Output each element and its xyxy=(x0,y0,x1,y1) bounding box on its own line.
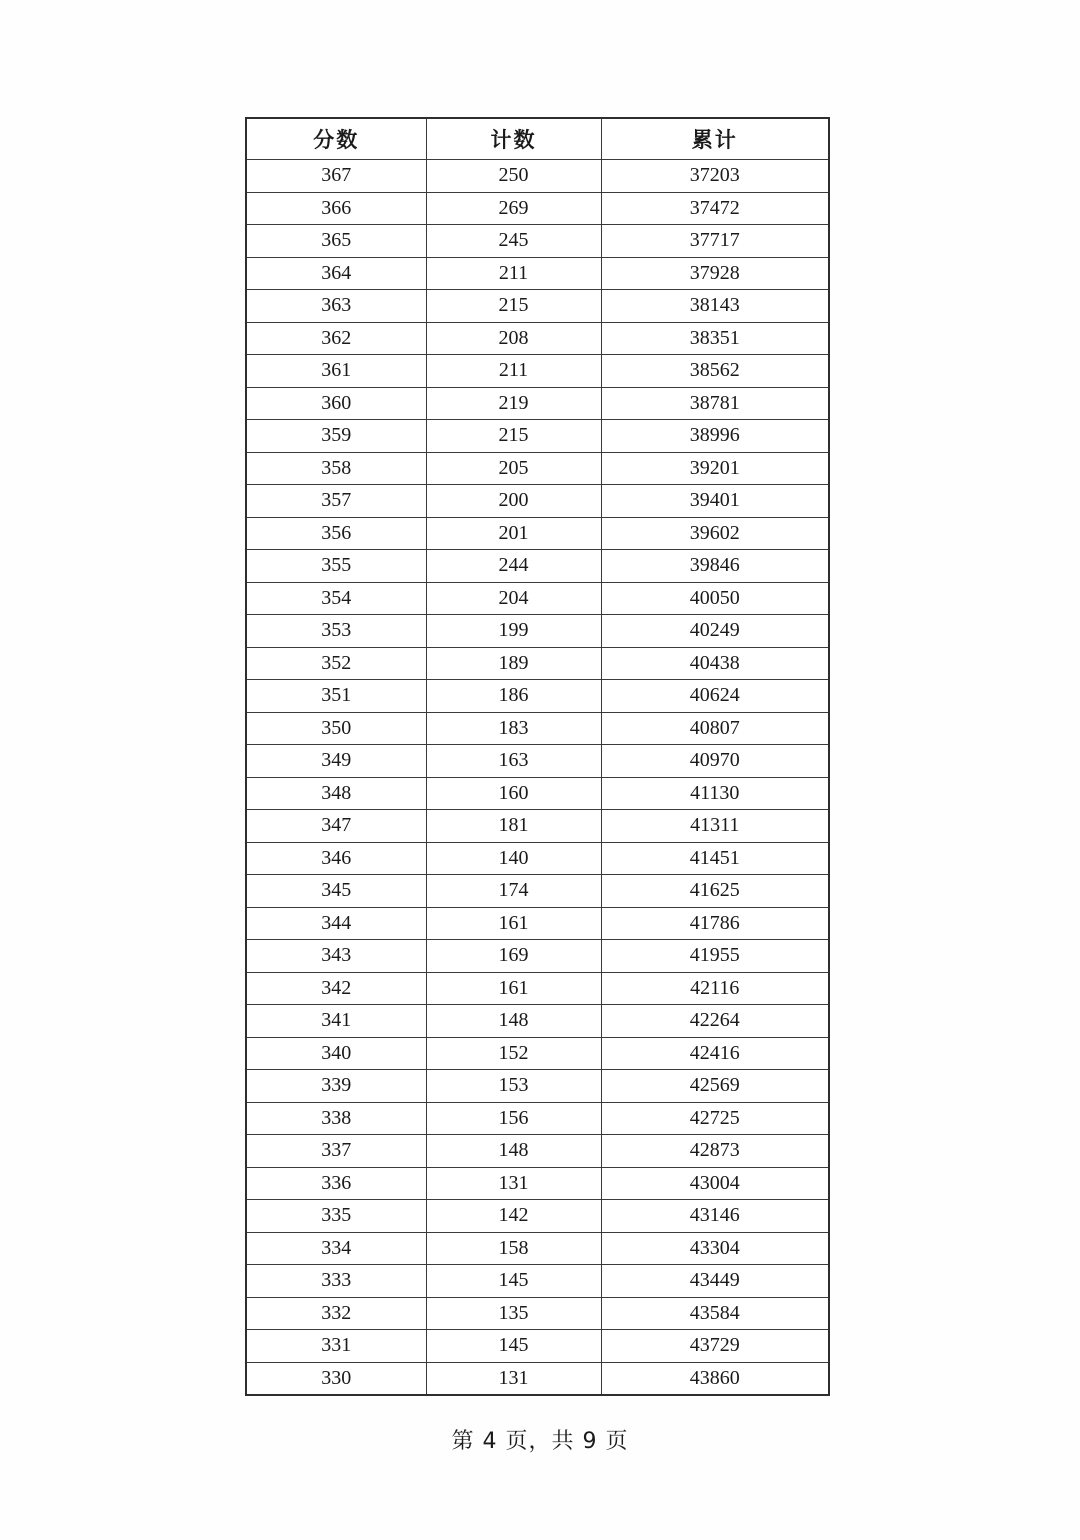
cell-cumulative: 43449 xyxy=(601,1265,829,1298)
cell-count: 131 xyxy=(426,1167,601,1200)
cell-cumulative: 39401 xyxy=(601,485,829,518)
cell-count: 219 xyxy=(426,387,601,420)
table-header xyxy=(246,118,829,160)
cell-cumulative: 42873 xyxy=(601,1135,829,1168)
cell-count: 186 xyxy=(426,680,601,713)
cell-cumulative: 43304 xyxy=(601,1232,829,1265)
table-row xyxy=(246,485,829,518)
cell-count: 208 xyxy=(426,322,601,355)
cell-score: 363 xyxy=(246,290,426,323)
cell-count: 145 xyxy=(426,1265,601,1298)
table-row xyxy=(246,1232,829,1265)
cell-count: 131 xyxy=(426,1362,601,1395)
cell-count: 148 xyxy=(426,1135,601,1168)
cell-cumulative: 37472 xyxy=(601,192,829,225)
cell-cumulative: 39846 xyxy=(601,550,829,583)
table-row xyxy=(246,225,829,258)
table-row xyxy=(246,517,829,550)
cell-count: 152 xyxy=(426,1037,601,1070)
table-row xyxy=(246,875,829,908)
cell-cumulative: 41955 xyxy=(601,940,829,973)
cell-count: 250 xyxy=(426,160,601,193)
cell-score: 338 xyxy=(246,1102,426,1135)
table-row xyxy=(246,940,829,973)
cell-count: 211 xyxy=(426,257,601,290)
cell-count: 199 xyxy=(426,615,601,648)
cell-cumulative: 40970 xyxy=(601,745,829,778)
cell-cumulative: 41311 xyxy=(601,810,829,843)
table-row xyxy=(246,387,829,420)
table-row xyxy=(246,972,829,1005)
cell-score: 354 xyxy=(246,582,426,615)
column-header-score: 分数 xyxy=(246,118,426,160)
table-row xyxy=(246,160,829,193)
cell-score: 346 xyxy=(246,842,426,875)
table-row xyxy=(246,1037,829,1070)
table-row xyxy=(246,680,829,713)
cell-count: 135 xyxy=(426,1297,601,1330)
table-row xyxy=(246,1070,829,1103)
cell-count: 181 xyxy=(426,810,601,843)
table-row xyxy=(246,1297,829,1330)
page-footer: 第 4 页，共 9 页 xyxy=(451,1429,629,1454)
cell-cumulative: 43729 xyxy=(601,1330,829,1363)
cell-score: 352 xyxy=(246,647,426,680)
table-row xyxy=(246,777,829,810)
cell-score: 330 xyxy=(246,1362,426,1395)
cell-cumulative: 40438 xyxy=(601,647,829,680)
cell-cumulative: 42416 xyxy=(601,1037,829,1070)
cell-score: 335 xyxy=(246,1200,426,1233)
cell-cumulative: 42725 xyxy=(601,1102,829,1135)
cell-cumulative: 37928 xyxy=(601,257,829,290)
cell-count: 201 xyxy=(426,517,601,550)
table-row xyxy=(246,615,829,648)
cell-cumulative: 43860 xyxy=(601,1362,829,1395)
cell-count: 153 xyxy=(426,1070,601,1103)
table-row xyxy=(246,1135,829,1168)
cell-score: 358 xyxy=(246,452,426,485)
table-body xyxy=(246,160,829,1396)
cell-count: 148 xyxy=(426,1005,601,1038)
cell-score: 340 xyxy=(246,1037,426,1070)
cell-count: 156 xyxy=(426,1102,601,1135)
cell-cumulative: 40807 xyxy=(601,712,829,745)
cell-score: 343 xyxy=(246,940,426,973)
cell-cumulative: 43146 xyxy=(601,1200,829,1233)
table-row xyxy=(246,355,829,388)
cell-cumulative: 38996 xyxy=(601,420,829,453)
cell-score: 362 xyxy=(246,322,426,355)
cell-cumulative: 38143 xyxy=(601,290,829,323)
cell-score: 366 xyxy=(246,192,426,225)
cell-count: 245 xyxy=(426,225,601,258)
cell-count: 215 xyxy=(426,420,601,453)
table-row xyxy=(246,907,829,940)
cell-score: 349 xyxy=(246,745,426,778)
cell-score: 345 xyxy=(246,875,426,908)
table-row xyxy=(246,810,829,843)
cell-cumulative: 37203 xyxy=(601,160,829,193)
cell-score: 365 xyxy=(246,225,426,258)
table-row xyxy=(246,1362,829,1395)
cell-score: 348 xyxy=(246,777,426,810)
table-row xyxy=(246,257,829,290)
table-row xyxy=(246,290,829,323)
cell-cumulative: 41625 xyxy=(601,875,829,908)
table-row xyxy=(246,550,829,583)
cell-score: 339 xyxy=(246,1070,426,1103)
cell-cumulative: 39602 xyxy=(601,517,829,550)
cell-cumulative: 38351 xyxy=(601,322,829,355)
table-row xyxy=(246,842,829,875)
table-row xyxy=(246,582,829,615)
cell-cumulative: 38781 xyxy=(601,387,829,420)
table-row xyxy=(246,712,829,745)
cell-count: 163 xyxy=(426,745,601,778)
cell-cumulative: 41451 xyxy=(601,842,829,875)
cell-score: 350 xyxy=(246,712,426,745)
table-row xyxy=(246,192,829,225)
cell-score: 344 xyxy=(246,907,426,940)
cell-cumulative: 41130 xyxy=(601,777,829,810)
cell-cumulative: 41786 xyxy=(601,907,829,940)
column-header-count: 计数 xyxy=(426,118,601,160)
cell-score: 361 xyxy=(246,355,426,388)
cell-count: 269 xyxy=(426,192,601,225)
cell-count: 215 xyxy=(426,290,601,323)
table-row xyxy=(246,1102,829,1135)
table-row xyxy=(246,1167,829,1200)
cell-score: 347 xyxy=(246,810,426,843)
cell-cumulative: 40249 xyxy=(601,615,829,648)
cell-count: 174 xyxy=(426,875,601,908)
cell-score: 334 xyxy=(246,1232,426,1265)
cell-cumulative: 43584 xyxy=(601,1297,829,1330)
column-header-cumulative: 累计 xyxy=(601,118,829,160)
table-header-row xyxy=(246,118,829,160)
cell-count: 142 xyxy=(426,1200,601,1233)
cell-count: 204 xyxy=(426,582,601,615)
cell-cumulative: 42116 xyxy=(601,972,829,1005)
cell-count: 161 xyxy=(426,907,601,940)
cell-score: 360 xyxy=(246,387,426,420)
cell-score: 336 xyxy=(246,1167,426,1200)
cell-count: 189 xyxy=(426,647,601,680)
cell-score: 342 xyxy=(246,972,426,1005)
cell-cumulative: 43004 xyxy=(601,1167,829,1200)
cell-score: 355 xyxy=(246,550,426,583)
cell-score: 353 xyxy=(246,615,426,648)
cell-cumulative: 42569 xyxy=(601,1070,829,1103)
cell-score: 367 xyxy=(246,160,426,193)
cell-score: 359 xyxy=(246,420,426,453)
cell-score: 333 xyxy=(246,1265,426,1298)
score-distribution-table xyxy=(245,117,830,1396)
cell-score: 332 xyxy=(246,1297,426,1330)
cell-cumulative: 40624 xyxy=(601,680,829,713)
cell-count: 244 xyxy=(426,550,601,583)
table-row xyxy=(246,420,829,453)
cell-score: 356 xyxy=(246,517,426,550)
cell-cumulative: 42264 xyxy=(601,1005,829,1038)
cell-cumulative: 39201 xyxy=(601,452,829,485)
cell-count: 145 xyxy=(426,1330,601,1363)
cell-cumulative: 38562 xyxy=(601,355,829,388)
cell-score: 337 xyxy=(246,1135,426,1168)
table-row xyxy=(246,322,829,355)
cell-count: 160 xyxy=(426,777,601,810)
cell-score: 357 xyxy=(246,485,426,518)
cell-count: 211 xyxy=(426,355,601,388)
cell-count: 200 xyxy=(426,485,601,518)
table-row xyxy=(246,647,829,680)
table-row xyxy=(246,1200,829,1233)
cell-cumulative: 37717 xyxy=(601,225,829,258)
cell-count: 169 xyxy=(426,940,601,973)
cell-cumulative: 40050 xyxy=(601,582,829,615)
table-row xyxy=(246,1005,829,1038)
cell-score: 331 xyxy=(246,1330,426,1363)
cell-count: 205 xyxy=(426,452,601,485)
table-row xyxy=(246,1265,829,1298)
table-row xyxy=(246,745,829,778)
cell-count: 161 xyxy=(426,972,601,1005)
table-row xyxy=(246,1330,829,1363)
cell-score: 351 xyxy=(246,680,426,713)
cell-score: 341 xyxy=(246,1005,426,1038)
table-row xyxy=(246,452,829,485)
cell-count: 183 xyxy=(426,712,601,745)
cell-score: 364 xyxy=(246,257,426,290)
cell-count: 140 xyxy=(426,842,601,875)
cell-count: 158 xyxy=(426,1232,601,1265)
